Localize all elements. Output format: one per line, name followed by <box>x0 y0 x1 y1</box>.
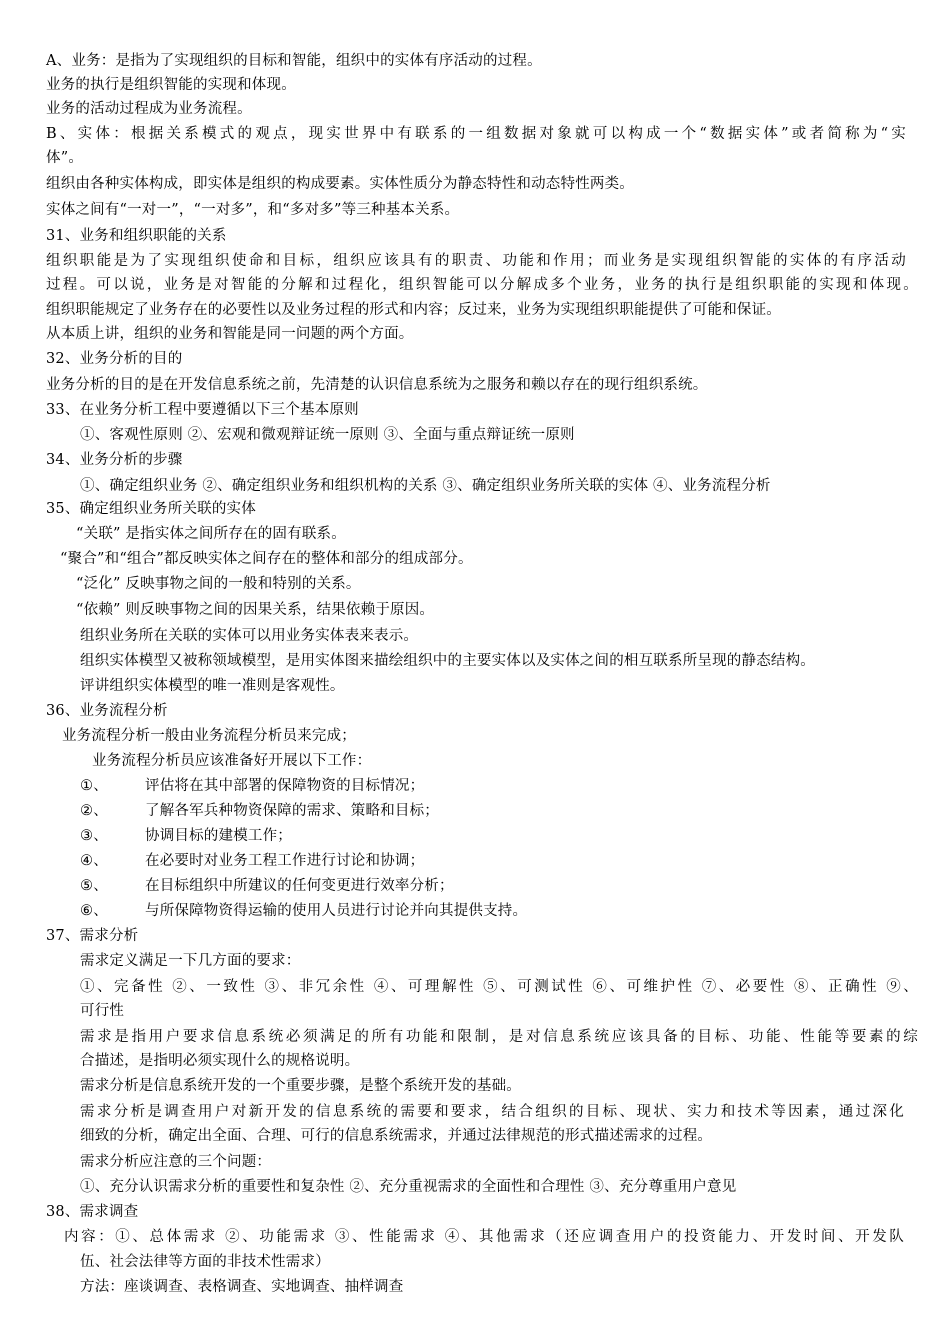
text-line: “依赖” 则反映事物之间的因果关系，结果依赖于原因。 <box>76 602 435 618</box>
list-item: 评估将在其中部署的保障物资的目标情况； <box>145 778 425 794</box>
text-line: 组织由各种实体构成，即实体是组织的构成要素。实体性质分为静态特性和动态特性两类。 <box>46 176 634 192</box>
list-item: 了解各军兵种物资保障的需求、策略和目标； <box>145 803 439 819</box>
list-marker: ③、 <box>80 828 108 844</box>
section-heading: 33、在业务分析工程中要遵循以下三个基本原则 <box>46 402 359 418</box>
text-line: “泛化” 反映事物之间的一般和特别的关系。 <box>76 576 361 592</box>
text-line: ①、完备性 ②、一致性 ③、非冗余性 ④、可理解性 ⑤、可测试性 ⑥、可维护性 ⑦、必要性 ⑧、正确性 ⑨、 <box>80 979 918 995</box>
text-line: 合描述，是指明必须实现什么的规格说明。 <box>80 1053 360 1069</box>
text-line: 组织职能是为了实现组织使命和目标，组织应该具有的职责、功能和作用；而业务是实现组织智能的实体的有序活动 <box>46 253 906 269</box>
section-heading: 31、业务和组织职能的关系 <box>46 228 227 244</box>
list-marker: ②、 <box>80 803 108 819</box>
text-line: ①、客观性原则 ②、宏观和微观辩证统一原则 ③、全面与重点辩证统一原则 <box>80 427 575 443</box>
text-line: 需求分析是调查用户对新开发的信息系统的需要和要求，结合组织的目标、现状、实力和技术等因素，通过深化 <box>80 1104 904 1120</box>
text-line: 需求是指用户要求信息系统必须满足的所有功能和限制，是对信息系统应该具备的目标、功能、性能等要素的综 <box>80 1029 918 1045</box>
text-line: 业务分析的目的是在开发信息系统之前，先清楚的认识信息系统为之服务和赖以存在的现行组织系统。 <box>46 377 708 393</box>
section-heading: 38、需求调查 <box>46 1204 139 1220</box>
text-line: 从本质上讲，组织的业务和智能是同一问题的两个方面。 <box>46 326 414 342</box>
section-heading: 32、业务分析的目的 <box>46 351 183 367</box>
text-line: 伍、社会法律等方面的非技术性需求） <box>80 1254 330 1270</box>
list-item: 协调目标的建模工作； <box>145 828 292 844</box>
section-heading: 36、业务流程分析 <box>46 703 168 719</box>
list-item: 与所保障物资得运输的使用人员进行讨论并向其提供支持。 <box>145 903 528 919</box>
text-line: 业务的活动过程成为业务流程。 <box>46 101 252 117</box>
text-line: 组织职能规定了业务存在的必要性以及业务过程的形式和内容；反过来，业务为实现组织职能提供了可能和保证。 <box>46 302 781 318</box>
section-heading: 35、确定组织业务所关联的实体 <box>46 501 256 517</box>
text-line: 需求分析应注意的三个问题： <box>80 1154 272 1170</box>
list-marker: ④、 <box>80 853 108 869</box>
text-line: 业务流程分析员应该准备好开展以下工作： <box>92 753 372 769</box>
text-line: B、实体：根据关系模式的观点，现实世界中有联系的一组数据对象就可以构成一个“数据实体”或者简称为“实 <box>46 126 906 142</box>
text-line: 内容：①、总体需求 ②、功能需求 ③、性能需求 ④、其他需求（还应调查用户的投资能力、开发时间、开发队 <box>64 1229 904 1245</box>
list-item: 在目标组织中所建议的任何变更进行效率分析； <box>145 878 454 894</box>
text-line: “关联” 是指实体之间所存在的固有联系。 <box>76 526 346 542</box>
text-line: 实体之间有“一对一”，“一对多”，和“多对多”等三种基本关系。 <box>46 202 460 218</box>
text-line: 组织实体模型又被称领域模型，是用实体图来描绘组织中的主要实体以及实体之间的相互联系所呈现的静态结构。 <box>80 653 815 669</box>
text-line: 细致的分析，确定出全面、合理、可行的信息系统需求，并通过法律规范的形式描述需求的过程。 <box>80 1128 713 1144</box>
text-line: 体”。 <box>46 150 84 166</box>
text-line: 组织业务所在关联的实体可以用业务实体表来表示。 <box>80 628 419 644</box>
list-marker: ①、 <box>80 778 108 794</box>
text-line: 评讲组织实体模型的唯一准则是客观性。 <box>80 678 345 694</box>
text-line: “聚合”和“组合”都反映实体之间存在的整体和部分的组成部分。 <box>60 551 473 567</box>
text-line: 方法：座谈调查、表格调查、实地调查、抽样调查 <box>80 1279 404 1295</box>
text-line: ①、充分认识需求分析的重要性和复杂性 ②、充分重视需求的全面性和合理性 ③、充分尊重用户意见 <box>80 1179 737 1195</box>
text-line: 可行性 <box>80 1003 125 1019</box>
text-line: 需求分析是信息系统开发的一个重要步骤，是整个系统开发的基础。 <box>80 1078 521 1094</box>
text-line: 业务流程分析一般由业务流程分析员来完成； <box>62 728 356 744</box>
text-line: 业务的执行是组织智能的实现和体现。 <box>46 77 296 93</box>
list-item: 在必要时对业务工程工作进行讨论和协调； <box>145 853 425 869</box>
list-marker: ⑥、 <box>80 903 108 919</box>
text-line: 需求定义满足一下几方面的要求： <box>80 953 301 969</box>
text-line: A、业务：是指为了实现组织的目标和智能，组织中的实体有序活动的过程。 <box>46 53 542 69</box>
section-heading: 37、需求分析 <box>46 928 139 944</box>
section-heading: 34、业务分析的步骤 <box>46 452 183 468</box>
text-line: 过程。可以说，业务是对智能的分解和过程化，组织智能可以分解成多个业务，业务的执行是组织职能的实现和体现。 <box>46 277 918 293</box>
text-line: ①、确定组织业务 ②、确定组织业务和组织机构的关系 ③、确定组织业务所关联的实体 ④、业务流程分析 <box>80 478 771 494</box>
list-marker: ⑤、 <box>80 878 108 894</box>
